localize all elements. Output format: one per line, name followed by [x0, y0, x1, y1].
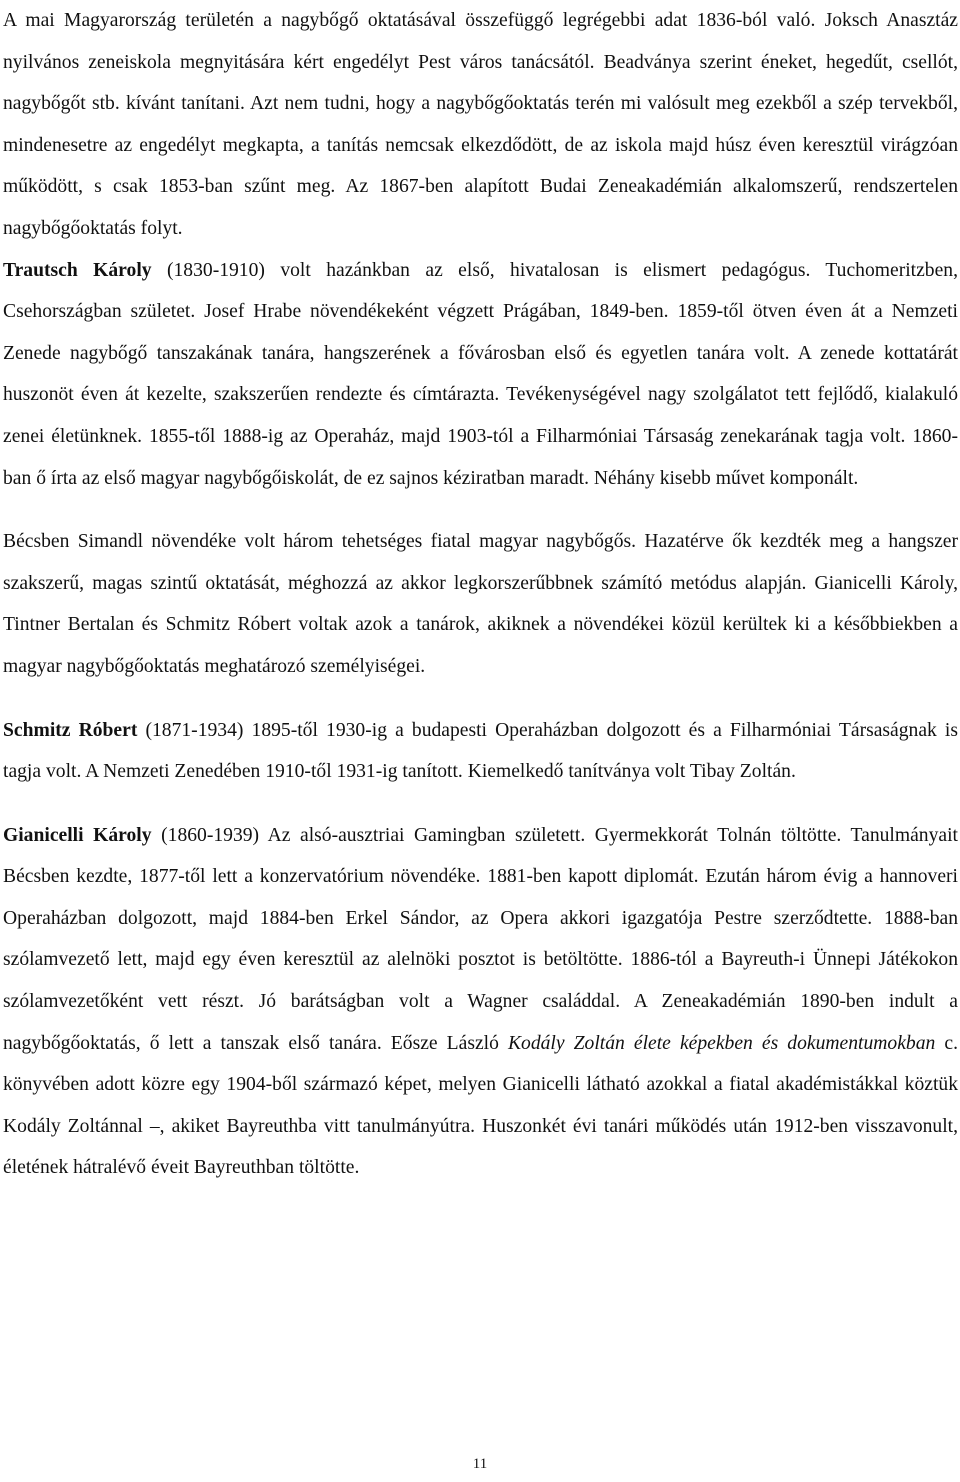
page-number: 11 — [472, 1456, 488, 1472]
person-name: Trautsch Károly — [3, 259, 152, 281]
paragraph-text: (1830-1910) volt hazánkban az első, hivatalosan is elismert pedagógus. Tuchomeritzben, Csehországban születet. Josef Hrabe növendékeként végzett Prágában, 1849-ben. 1859-től ötven éven át a Nemzeti Zenede nagybőgő tanszakának tanára, hangszerének a fővárosban első és egyetlen tanára volt. A zenede kottatárát huszonöt éven át kezelte, szakszerűen rendezte és címtárazta. Tevékenységével nagy szolgálatot tett fejlődő, kialakuló zenei életünknek. 1855-től 1888-ig az Operaház, majd 1903-tól a Filharmóniai Társaság zenekarának tagja volt. 1860-ban ő írta az első magyar nagybőgőiskolát, de ez sajnos kéziratban maradt. Néhány kisebb művet komponált. — [3, 259, 958, 489]
person-name: Gianicelli Károly — [3, 824, 152, 846]
paragraph-trautsch — [3, 250, 958, 500]
paragraph-simandl-students — [3, 521, 958, 687]
book-title: Kodály Zoltán élete képekben és dokumentumokban — [507, 1032, 936, 1054]
paragraph-text: (1860-1939) Az alsó-ausztriai Gamingban született. Gyermekkorát Tolnán töltötte. Tanulmányait Bécsben kezdte, 1877-től lett a konzervatórium növendéke. 1881-ben kapott diplomát. Ezután három évig a hannoveri Operaházban dolgozott, majd 1884-ben Erkel Sándor, az Opera akkori igazgatója Pestre szerződtette. 1888-ban szólamvezető lett, majd egy éven keresztül az alelnöki posztot is betöltötte. 1886-tól a Bayreuth-i Ünnepi Játékokon szólamvezetőként vett részt. Jó barátságban volt a Wagner családdal. A Zeneakadémián 1890-ben indult a nagybőgőoktatás, ő lett a tanszak első tanára. Eősze László — [3, 824, 958, 1054]
paragraph-text-continued: c. könyvében adott közre egy 1904-ből származó képet, melyen Gianicelli látható azokkal a fiatal akadémistákkal köztük Kodály Zoltánnal –, akiket Bayreuthba vitt tanulmányútra. Huszonkét évi tanári működés után 1912-ben visszavonult, életének hátralévő éveit Bayreuthban töltötte. — [3, 1032, 958, 1179]
paragraph-schmitz — [3, 710, 958, 793]
paragraph-text: Bécsben Simandl növendéke volt három tehetséges fiatal magyar nagybőgős. Hazatérve ők kezdték meg a hangszer szakszerű, magas szintű oktatását, méghozzá az akkor legkorszerűbbnek számító metódus alapján. Gianicelli Károly, Tintner Bertalan és Schmitz Róbert voltak azok a tanárok, akiknek a növendékei közül kerültek ki a későbbiekben a magyar nagybőgőoktatás meghatározó személyiségei. — [3, 531, 958, 677]
paragraph-text: A mai Magyarország területén a nagybőgő oktatásával összefüggő legrégebbi adat 1836-ból való. Joksch Anasztáz nyilvános zeneiskola megnyitására kért engedélyt Pest város tanácsától. Beadványa szerint éneket, hegedűt, csellót, nagybőgőt stb. kívánt tanítani. Azt nem tudni, hogy a nagybőgőoktatás terén mi valósult meg ezekből a szép tervekből, mindenesetre az engedélyt megkapta, a tanítás nemcsak elkezdődött, de az iskola majd húsz éven keresztül virágzóan működött, s csak 1853-ban szűnt meg. Az 1867-ben alapított Budai Zeneakadémián alkalomszerű, rendszertelen nagybőgőoktatás folyt. — [3, 10, 958, 239]
paragraph-intro — [3, 0, 958, 250]
person-name: Schmitz Róbert — [3, 719, 138, 741]
paragraph-gianicelli — [3, 815, 958, 1189]
paragraph-text: (1871-1934) 1895-től 1930-ig a budapesti Operaházban dolgozott és a Filharmóniai Társaságnak is tagja volt. A Nemzeti Zenedében 1910-től 1931-ig tanított. Kiemelkedő tanítványa volt Tibay Zoltán. — [3, 719, 959, 783]
document-page — [3, 0, 958, 1189]
